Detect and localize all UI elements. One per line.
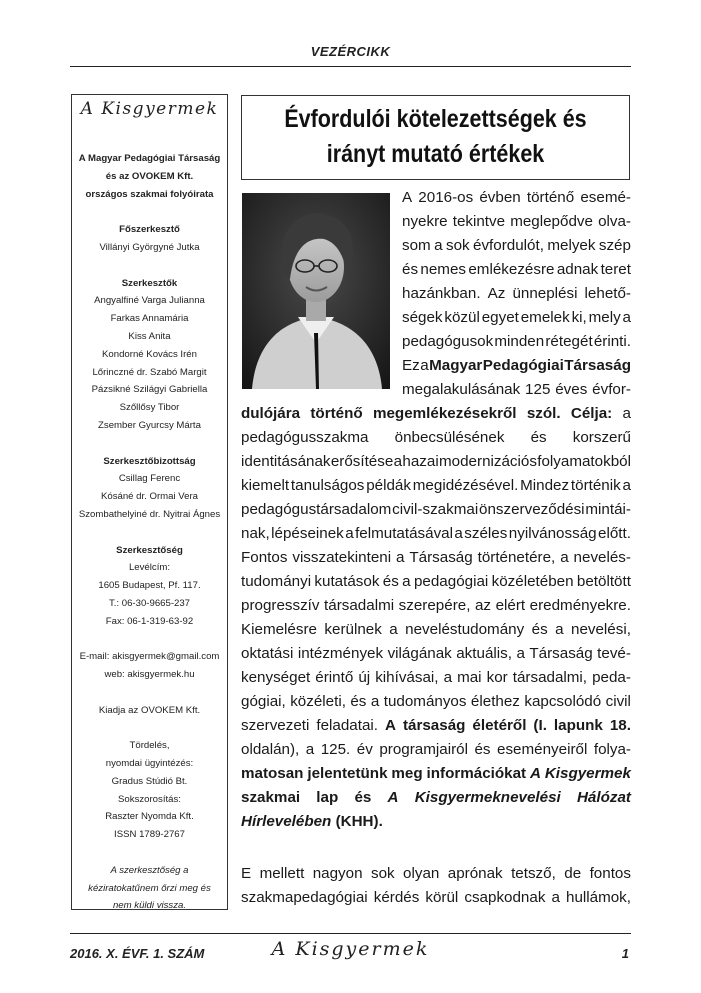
office-phone: T.: 06-30-9665-237 <box>108 597 191 609</box>
editor-in-chief-label: Főszerkesztő <box>119 224 180 236</box>
article-line: Kiemelésre kerülnek a neveléstudomány és a nevelési, <box>241 621 631 638</box>
article-title <box>269 102 602 172</box>
board-member: Kósáné dr. Ormai Vera <box>100 491 199 503</box>
editor-name: Szőllősy Tibor <box>119 402 180 414</box>
issued-by: Kiadja az OVOKEM Kft. <box>98 704 201 716</box>
article-line: Ez a Magyar Pedagógiai Társaság <box>402 357 631 374</box>
office-fax: Fax: 06-1-319-63-92 <box>105 615 194 627</box>
article-line: nyekre tekintve meglepődve olva- <box>402 213 631 230</box>
running-head: VEZÉRCIKK <box>310 44 391 59</box>
notice-line: kéziratokatűnem őrzi meg és <box>88 882 211 894</box>
production-line: Raszter Nyomda Kft. <box>105 811 194 823</box>
page-number: 1 <box>621 946 629 961</box>
production-line: Tördelés, <box>129 740 170 752</box>
article-title-line: Évfordulói kötelezettségek és <box>284 105 587 133</box>
web-address: web: akisgyermek.hu <box>104 669 195 681</box>
article-line: Hírlevelében (KHH). <box>241 813 383 830</box>
article-line: kiemelt tanulságos példák megidézésével. Mindez történik a <box>241 477 631 494</box>
editor-name: Kondorné Kovács Irén <box>102 348 197 360</box>
article-line: és nemes emlékezésre adnak teret <box>402 261 631 278</box>
header-rule <box>70 66 631 67</box>
notice-line: A szerkesztőség a <box>110 864 189 876</box>
article-line: pedagógusszakma önbecsülésének és korszerű <box>241 429 631 446</box>
masthead-box <box>71 94 228 910</box>
article-line: ségek közül egyet emelek ki, mely a <box>402 309 631 326</box>
editor-in-chief: Villányi Györgyné Jutka <box>99 241 200 253</box>
article-line: tudományi kutatások és a pedagógiai közéletében betöltött <box>241 573 631 590</box>
article-paragraph-2 <box>241 862 631 910</box>
production-line: nyomdai ügyintézés: <box>105 758 194 770</box>
article-title-box <box>241 95 630 180</box>
article-line: kenységet érintő új kihívásai, a mai kor társadalmi, peda- <box>241 669 631 686</box>
article-line: oktatási intézmények világának aktuális, a Társaság tevé- <box>241 645 631 662</box>
publisher-line: országos szakmai folyóirata <box>85 188 214 200</box>
article-line: nak, lépéseinek a felmutatásával a széles nyilvánosság előtt. <box>241 525 631 542</box>
editor-name: Kiss Anita <box>128 330 171 342</box>
article-line: hazánkban. Az ünneplési lehető- <box>402 285 631 302</box>
article-body <box>241 186 631 834</box>
office-address: 1605 Budapest, Pf. 117. <box>98 580 201 592</box>
production-line: Gradus Stúdió Bt. <box>111 775 188 787</box>
editor-name: Pázsikné Szilágyi Gabriella <box>91 384 208 396</box>
issn: ISSN 1789-2767 <box>114 829 185 841</box>
article-line: A 2016-os évben történő esemé- <box>402 189 631 206</box>
board-label: Szerkesztőbizottság <box>103 455 196 467</box>
editors-label: Szerkesztők <box>121 277 178 289</box>
article-line: gógiai, közéleti, és a tudományos élethez kapcsolódó civil <box>241 693 631 710</box>
publisher-line: és az OVOKEM Kft. <box>105 170 194 182</box>
editor-name: Angyalfiné Varga Julianna <box>94 295 205 307</box>
article-line: pedagógustársadalom civil-szakmai önszerveződési mintái- <box>241 501 631 518</box>
article-line: pedagógusok minden rétegét érinti. <box>402 333 631 350</box>
editor-name: Lőrinczné dr. Szabó Margit <box>92 366 207 378</box>
article-line: dulójára történő megemlékezésekről szól. Célja: a <box>241 405 631 422</box>
masthead-title: A Kisgyermek <box>80 99 219 119</box>
editor-name: Zsember Gyurcsy Márta <box>98 419 201 431</box>
article-line: szervezeti feladatai. A társaság életéről (I. lapunk 18. <box>241 717 631 734</box>
footer-rule <box>70 933 631 934</box>
publisher-line: A Magyar Pedagógiai Társaság <box>78 153 221 164</box>
article-line: progresszív társadalmi szerepére, az elért eredményekre. <box>241 597 631 614</box>
article-line: E mellett nagyon sok olyan aprónak tetsző, de fontos <box>241 865 631 882</box>
article-line: identitásának erősítése a hazai modernizációs folyamatokból <box>241 453 631 470</box>
article-line: Fontos visszatekinteni a Társaság történetére, a nevelés- <box>241 549 631 566</box>
production-line: Sokszorosítás: <box>118 793 181 805</box>
article-line: szakmai lap és A Kisgyermeknevelési Hálózat <box>241 789 631 806</box>
editor-name: Farkas Annamária <box>110 313 189 325</box>
issue-label: 2016. X. ÉVF. 1. SZÁM <box>70 946 205 961</box>
article-line: matosan jelentetünk meg információkat A Kisgyermek <box>241 765 631 782</box>
article-line: megalakulásának 125 éves évfor- <box>402 381 631 398</box>
journal-logo: A Kisgyermek <box>271 938 430 960</box>
email-address: E-mail: akisgyermek@gmail.com <box>79 651 220 663</box>
article-line: som a sok évfordulót, melyek szép <box>402 237 631 254</box>
notice-line: nem küldi vissza. <box>112 900 187 912</box>
board-member: Csillag Ferenc <box>118 473 181 485</box>
office-label: Szerkesztőség <box>116 544 183 556</box>
article-line: szakmapedagógiai kérdés körül csapkodnak a hullámok, <box>241 889 631 906</box>
article-title-line: irányt mutató értékek <box>326 140 545 168</box>
masthead-body <box>72 150 227 915</box>
office-line: Levélcím: <box>128 562 171 574</box>
board-member: Szombathelyiné dr. Nyitrai Ágnes <box>78 508 221 520</box>
article-line: oldalán), a 125. év programjairól és eseményeiről folya- <box>241 741 631 758</box>
